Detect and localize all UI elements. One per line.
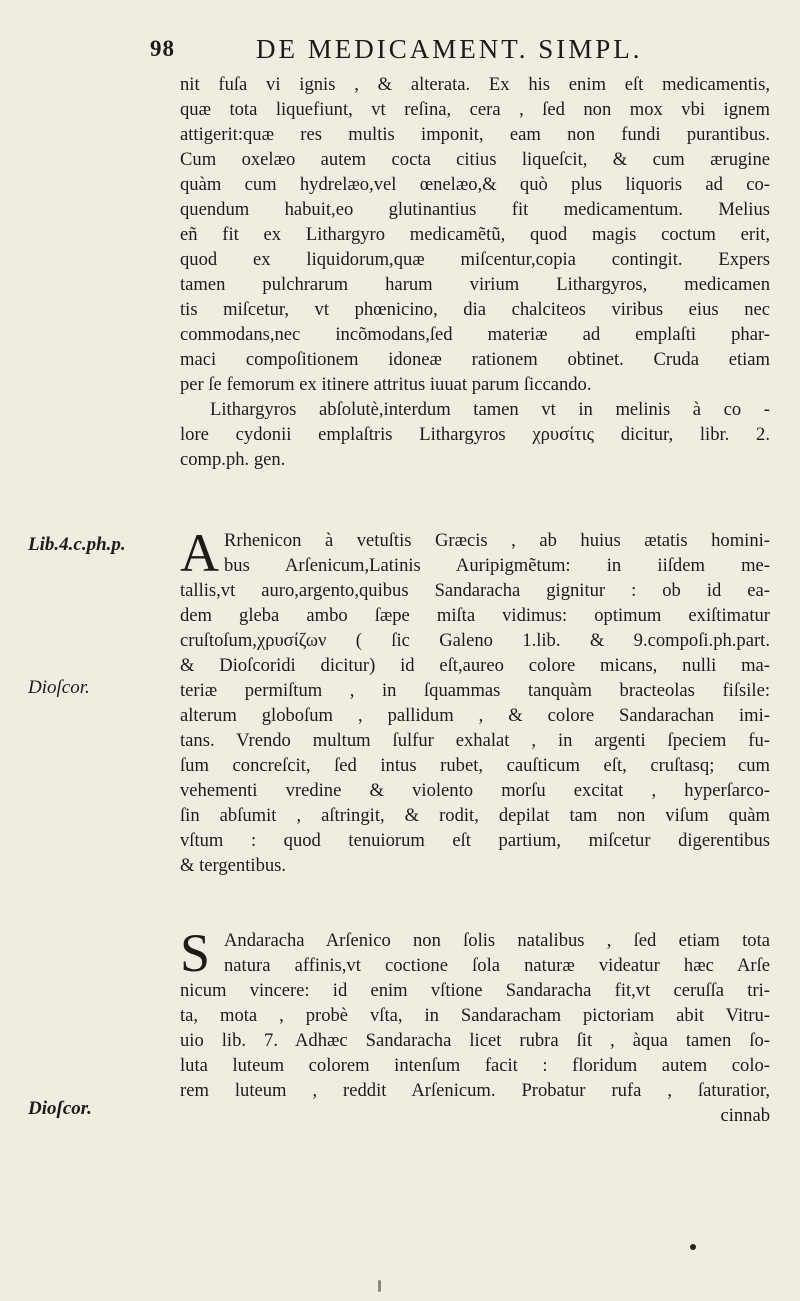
margin-note-dioscor-2: Dioſcor. [28,1098,92,1119]
text-line: maci compoſitionem idoneæ rationem obtinet. Cruda etiam [180,349,770,370]
text-line: Rrhenicon à vetuſtis Græcis , ab huius ætatis homini- [224,530,770,551]
text-line: natura affinis,vt coctione ſola naturæ videatur hæc Arſe [224,955,770,976]
page-header [150,34,770,70]
text-line: nicum vincere: id enim vſtione Sandaracha fit,vt ceruſſa tri- [180,980,770,1001]
text-line: quæ tota liquefiunt, vt reſina, cera , ſed non mox vbi ignem [180,99,770,120]
text-line: teriæ permiſtum , in ſquammas tanquàm bracteolas fiſsile: [180,680,770,701]
text-line: Cum oxelæo autem cocta citius liqueſcit, & cum ærugine [180,149,770,170]
text-line: nit fuſa vi ignis , & alterata. Ex his enim eſt medicamentis, [180,74,770,95]
text-line: quod ex liquidorum,quæ miſcentur,copia contingit. Expers [180,249,770,270]
text-line: tallis,vt auro,argento,quibus Sandaracha gignitur : ob id ea- [180,580,770,601]
text-line: commodans,nec incõmodans,ſed materiæ ad emplaſti phar- [180,324,770,345]
text-line: tis miſcetur, vt phœnicino, dia chalciteos viribus eius nec [180,299,770,320]
text-line: vehementi vredine & violento morſu excitat , hyperſarco- [180,780,770,801]
text-line: bus Arſenicum,Latinis Auripigmẽtum: in iiſdem me- [224,555,770,576]
catchword: cinnab [720,1105,770,1126]
text-line: quàm cum hydrelæo,vel œnelæo,& quò plus liquoris ad co- [180,174,770,195]
text-line: ta, mota , probè vſta, in Sandaracham pictoriam abit Vitru- [180,1005,770,1026]
text-line: Lithargyros abſolutè,interdum tamen vt in melinis à co - [210,399,770,420]
text-line: lore cydonii emplaſtris Lithargyros χρυσίτις dicitur, libr. 2. [180,424,770,445]
text-line: rem luteum , reddit Arſenicum. Probatur rufa , ſaturatior, [180,1080,770,1101]
ink-speck [378,1280,381,1292]
text-line: Andaracha Arſenico non ſolis natalibus , ſed etiam tota [224,930,770,951]
text-line: vſtum : quod tenuiorum eſt partium, miſcetur digerentibus [180,830,770,851]
text-line: attigerit:quæ res multis imponit, eam non fundi purantibus. [180,124,770,145]
text-line: quendum habuit,eo glutinantius fit medicamentum. Melius [180,199,770,220]
text-line: ſum concreſcit, ſed intus rubet, cauſticum eſt, cruſtasq; cum [180,755,770,776]
page-number: 98 [150,36,175,61]
text-line: & Dioſcoridi dicitur) id eſt,aureo colore micans, nulli ma- [180,655,770,676]
paragraph-sandaracha [180,923,770,1128]
margin-note-lib: Lib.4.c.ph.p. [28,534,126,555]
text-line: alterum globoſum , pallidum , & colore Sandarachan imi- [180,705,770,726]
text-line: comp.ph. gen. [180,449,286,470]
ink-speck [690,1244,696,1250]
text-line: tamen pulchrarum harum virium Lithargyros, medicamen [180,274,770,295]
margin-note-dioscor: Dioſcor. [28,677,90,698]
paragraph-arrhenicon [180,523,770,878]
text-line: eñ fit ex Lithargyro medicamẽtũ, quod magis coctum erit, [180,224,770,245]
drop-cap-a: A [180,523,219,583]
drop-cap-s: S [180,923,211,983]
text-line: cruſtoſum,χρυσίζων ( ſic Galeno 1.lib. & 9.compoſi.ph.part. [180,630,770,651]
text-line: & tergentibus. [180,855,287,876]
text-line: per ſe femorum ex itinere attritus iuuat parum ſiccando. [180,374,592,395]
text-line: ſin abſumit , aſtringit, & rodit, depilat tam non viſum quàm [180,805,770,826]
text-line: tans. Vrendo multum ſulfur exhalat , in argenti ſpeciem fu- [180,730,770,751]
running-title: DE MEDICAMENT. SIMPL. [256,34,643,64]
paragraph-lithargyros [180,72,770,472]
text-line: uio lib. 7. Adhæc Sandaracha licet rubra ſit , àqua tamen ſo- [180,1030,770,1051]
text-line: dem gleba ambo ſæpe miſta vidimus: optimum exiſtimatur [180,605,770,626]
text-line: luta luteum colorem intenſum facit : floridum autem colo- [180,1055,770,1076]
